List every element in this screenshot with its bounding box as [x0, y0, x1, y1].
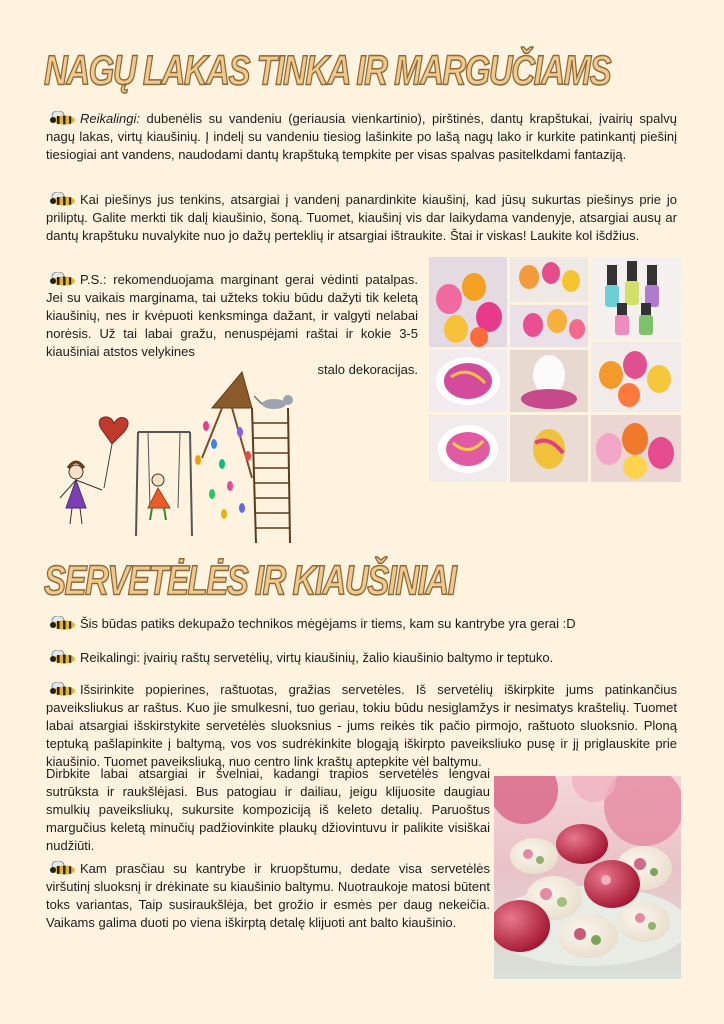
bee-icon	[46, 111, 77, 125]
bee-icon	[46, 192, 77, 206]
paragraph-ps-note	[46, 271, 418, 379]
napkin-eggs-photo	[494, 776, 681, 979]
paragraph-napkin-materials	[46, 649, 677, 667]
ps-note-text: P.S.: rekomenduojama marginant gerai vėdinti patalpas. Jei su vaikais marginama, tai užteks tokiu būdu dažyti tik keletą kiaušinių, nes ir kvėpuoti kenksminga dažant, ir valgyti nelabai norėsis. Už tai labai gražu, nenuspėjami raštai ir kokie 3-5 kiaušiniai atstos velykines	[46, 272, 418, 359]
napkin-steps-text: Išsirinkite popierines, raštuotas, gražias servetėles. Iš servetėlių iškirpkite jums patinkančius paveiksliukus ar raštus. Kuo jie smulkesni, tuo geriau, tokiu būdu nesiglamžys ir nesimatys kraštelių. Tuomet labai atsargiai išskirstykite servetėlės sluoksnius - jums reikės tik pačio pirmojo, raštuoto sluoksnio. Ploną teptuką pašlapinkite į baltymą, vos vos sudrėkinkite blogąją iškirpto paveiksliuko pusę ir jį priglauskite prie kiaušinio. Tuomet paveiksliuką, nuo centro link kraštų aptepkite vėl baltymu.	[46, 682, 677, 769]
bee-icon	[46, 616, 77, 630]
materials-text: dubenėlis su vandeniu (geriausia vienkartinio), pirštinės, dantų krapštukai, įvairių spalvų nagų lakas, virtų kiaušinių. Į indelį su vandeniu tiesiog lašinkite po lašą nagų lako ir kurkite patinkantį piešinį tiesiogiai ant vandens, naudodami dantų krapštuką tempkite per visas spalvas pasitelkdami fantaziją.	[46, 111, 677, 162]
bee-icon	[46, 861, 77, 875]
childs-drawing	[52, 368, 302, 548]
materials-lead: Reikalingi:	[80, 111, 140, 126]
decoupage-intro-text: Šis būdas patiks dekupažo technikos mėgėjams ir tiems, kam su kantrybe yra gerai :D	[80, 616, 576, 631]
nail-polish-eggs-collage	[429, 257, 681, 482]
dip-egg-text: Kai piešinys jus tenkins, atsargiai į vandenį panardinkite kiaušinį, kad jūsų sukurtas piešinys prie jo priliptų. Galite merkti tik dalį kiaušinio, šoną. Tuomet, kiaušinį vis dar laikydama vandenyje, atsargiai ausų ar dantų krapštuku nuvalykite nuo jo dažų perteklių ir atsargiai ištraukite. Štai ir viskas! Laukite kol išdžius.	[46, 192, 677, 243]
section-title-nail-polish: NAGŲ LAKAS TINKA IR MARGUČIAMS	[44, 47, 611, 94]
paragraph-decoupage-intro	[46, 615, 677, 633]
paragraph-napkin-steps	[46, 681, 677, 771]
paragraph-napkin-careful	[46, 765, 490, 855]
bee-icon	[46, 682, 77, 696]
napkin-materials-text: Reikalingi: įvairių raštų servetėlių, virtų kiaušinių, žalio kiaušinio baltymo ir teptuko.	[80, 650, 554, 665]
bee-icon	[46, 272, 77, 286]
paragraph-materials	[46, 110, 677, 164]
paragraph-dip-egg	[46, 191, 677, 245]
paragraph-napkin-shortcut	[46, 860, 490, 932]
section-title-napkins: SERVETĖLĖS IR KIAUŠINIAI	[44, 557, 456, 604]
napkin-shortcut-text: Kam prasčiau su kantrybe ir kruopštumu, dedate visa servetėlės viršutinį sluoksnį ir drėkinate su kiaušinio baltymu. Nuotraukoje matosi būtent toks variantas, Taip susiraukšlėja, bet grožio ir esmės per daug nekeičia. Vaikams galima duoti po viena iškirptą detalę klijuoti ant balto kiaušinio.	[46, 861, 490, 930]
bee-icon	[46, 650, 77, 664]
ps-note-end: stalo dekoracijas.	[317, 362, 418, 377]
napkin-careful-text: Dirbkite labai atsargiai ir švelniai, kadangi trapios servetėlės lengvai sutrūksta ir raukšlėjasi. Bus patogiau ir dailiau, jeigu klijuosite daugiau smulkių paveiksliukų, sukursite kompoziciją iš keleto detalių. Paruoštus margučius keletą minučių padžiovinkite plaukų džiovintuvu ir palikite visiškai nudžiūti.	[46, 766, 490, 853]
